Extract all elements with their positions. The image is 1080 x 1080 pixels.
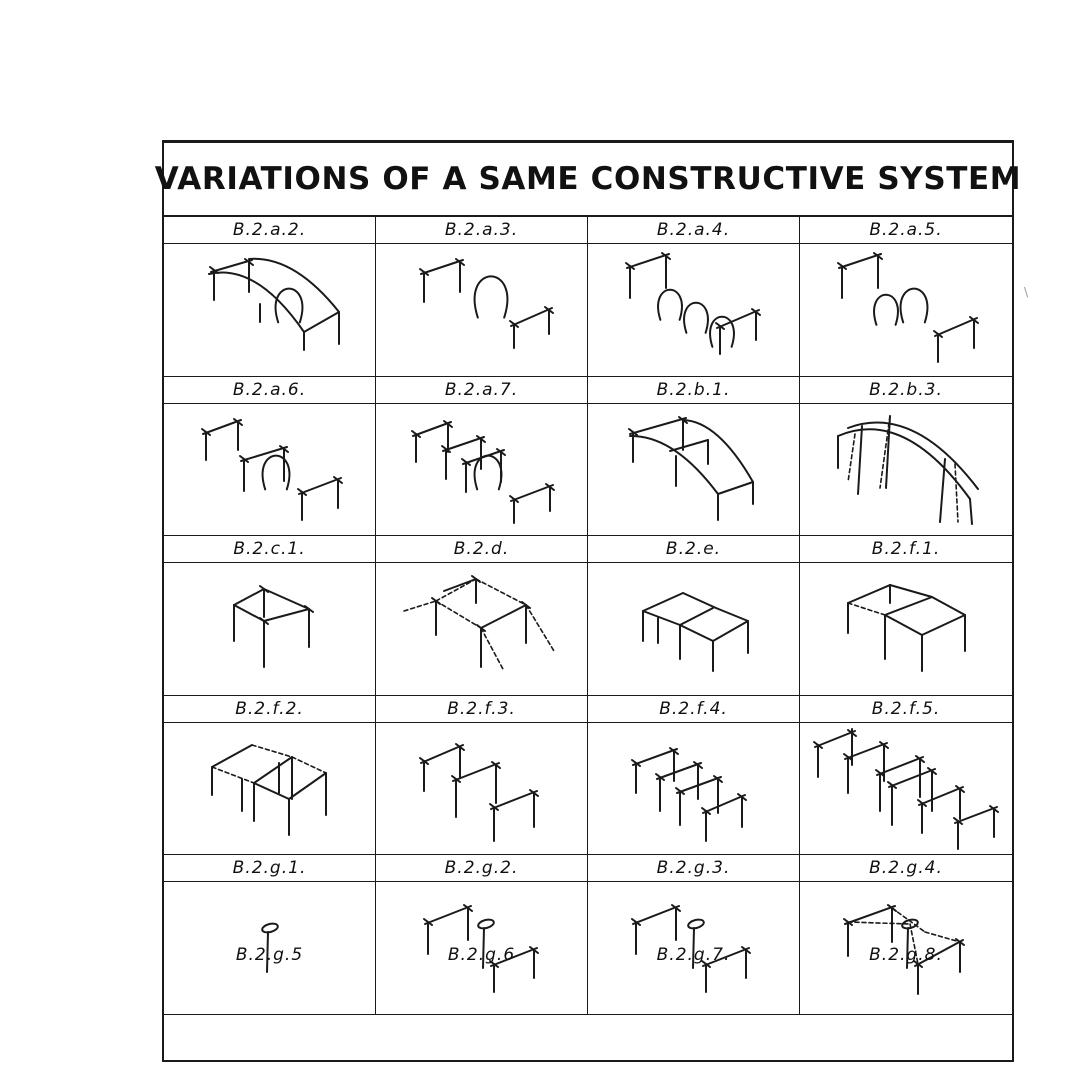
sketch-drawing <box>164 563 376 695</box>
variation-cell <box>376 536 588 696</box>
page-title: VARIATIONS OF A SAME CONSTRUCTIVE SYSTEM <box>164 143 1012 217</box>
variation-cell <box>376 696 588 856</box>
frames-with-two-arches-sketch <box>800 244 1012 376</box>
variation-cell <box>588 536 800 696</box>
frame-with-crossing-arches-sketch <box>164 244 376 376</box>
variation-cell <box>800 696 1012 856</box>
variation-label: B.2.a.7. <box>376 377 587 404</box>
variation-cell <box>376 855 588 1015</box>
variation-label: B.2.g.7. <box>656 944 731 965</box>
sketch-drawing <box>164 244 376 376</box>
variation-cell <box>376 217 588 377</box>
bottom-label-cell <box>588 941 800 968</box>
variation-label: B.2.d. <box>376 536 587 563</box>
frames-with-three-arches-sketch <box>588 244 800 376</box>
double-box-frame-dashed-sketch <box>164 723 376 855</box>
variation-label: B.2.a.2. <box>164 217 375 244</box>
double-bay-frame-sketch <box>588 563 800 695</box>
variation-label: B.2.c.1. <box>164 536 375 563</box>
variation-cell <box>164 696 376 856</box>
variation-label: B.2.b.1. <box>588 377 799 404</box>
variation-label: B.2.a.3. <box>376 217 587 244</box>
sketch-drawing <box>376 244 588 376</box>
sketch-drawing <box>588 404 800 536</box>
variation-cell <box>588 696 800 856</box>
variation-cell <box>800 855 1012 1015</box>
sketch-drawing <box>164 723 376 855</box>
variation-label: B.2.a.6. <box>164 377 375 404</box>
variation-cell <box>164 217 376 377</box>
variation-label: B.2.g.1. <box>164 855 375 882</box>
variation-label: B.2.g.3. <box>588 855 799 882</box>
diagram-sheet <box>154 140 1022 1062</box>
bottom-label-cell <box>376 941 588 968</box>
five-parallel-frames-sketch <box>800 723 1012 855</box>
variation-cell <box>588 377 800 537</box>
sketch-drawing <box>800 723 1012 855</box>
variation-cell <box>164 377 376 537</box>
bottom-label-row <box>164 941 1012 968</box>
variation-cell <box>376 377 588 537</box>
double-bay-frame-open-sketch <box>800 563 1012 695</box>
variation-label: B.2.e. <box>588 536 799 563</box>
sketch-drawing <box>800 563 1012 695</box>
variation-label: B.2.f.5. <box>800 696 1012 723</box>
single-box-frame-sketch <box>164 563 376 695</box>
variation-cell <box>164 536 376 696</box>
bottom-label-cell <box>164 941 376 968</box>
variation-label: B.2.f.4. <box>588 696 799 723</box>
variation-label: B.2.g.8. <box>869 944 943 965</box>
sketch-drawing <box>588 563 800 695</box>
variation-label: B.2.f.3. <box>376 696 587 723</box>
variation-label: B.2.f.1. <box>800 536 1012 563</box>
sketch-drawing <box>164 404 376 536</box>
variation-cell <box>588 217 800 377</box>
variation-label: B.2.g.4. <box>800 855 1012 882</box>
stray-mark: \ <box>1024 285 1029 299</box>
variation-label: B.2.a.5. <box>800 217 1012 244</box>
variation-label: B.2.b.3. <box>800 377 1012 404</box>
sketch-drawing <box>800 244 1012 376</box>
vault-with-dashed-arches-sketch <box>800 404 1012 536</box>
sketch-drawing <box>376 723 588 855</box>
sketch-drawing <box>376 563 588 695</box>
variation-cell <box>800 536 1012 696</box>
variation-cell <box>164 855 376 1015</box>
four-frames-arch-sketch <box>376 404 588 536</box>
four-parallel-frames-sketch <box>588 723 800 855</box>
sketch-drawing <box>376 404 588 536</box>
sketch-drawing <box>800 404 1012 536</box>
three-frames-one-arch-sketch <box>164 404 376 536</box>
two-frames-single-arch-sketch <box>376 244 588 376</box>
variation-label: B.2.f.2. <box>164 696 375 723</box>
sketch-drawing <box>588 723 800 855</box>
sketch-drawing <box>588 244 800 376</box>
variation-label: B.2.a.4. <box>588 217 799 244</box>
dashed-cantilever-frame-sketch <box>376 563 588 695</box>
variation-label: B.2.g.2. <box>376 855 587 882</box>
variation-cell <box>588 855 800 1015</box>
vault-frame-grid-sketch <box>588 404 800 536</box>
bottom-label-cell <box>800 941 1012 968</box>
three-parallel-frames-sketch <box>376 723 588 855</box>
variation-cell <box>800 217 1012 377</box>
variation-label: B.2.g.5 <box>235 944 304 965</box>
variation-label: B.2.g.6 <box>447 944 516 965</box>
variation-cell <box>800 377 1012 537</box>
variations-grid <box>164 217 1012 1062</box>
